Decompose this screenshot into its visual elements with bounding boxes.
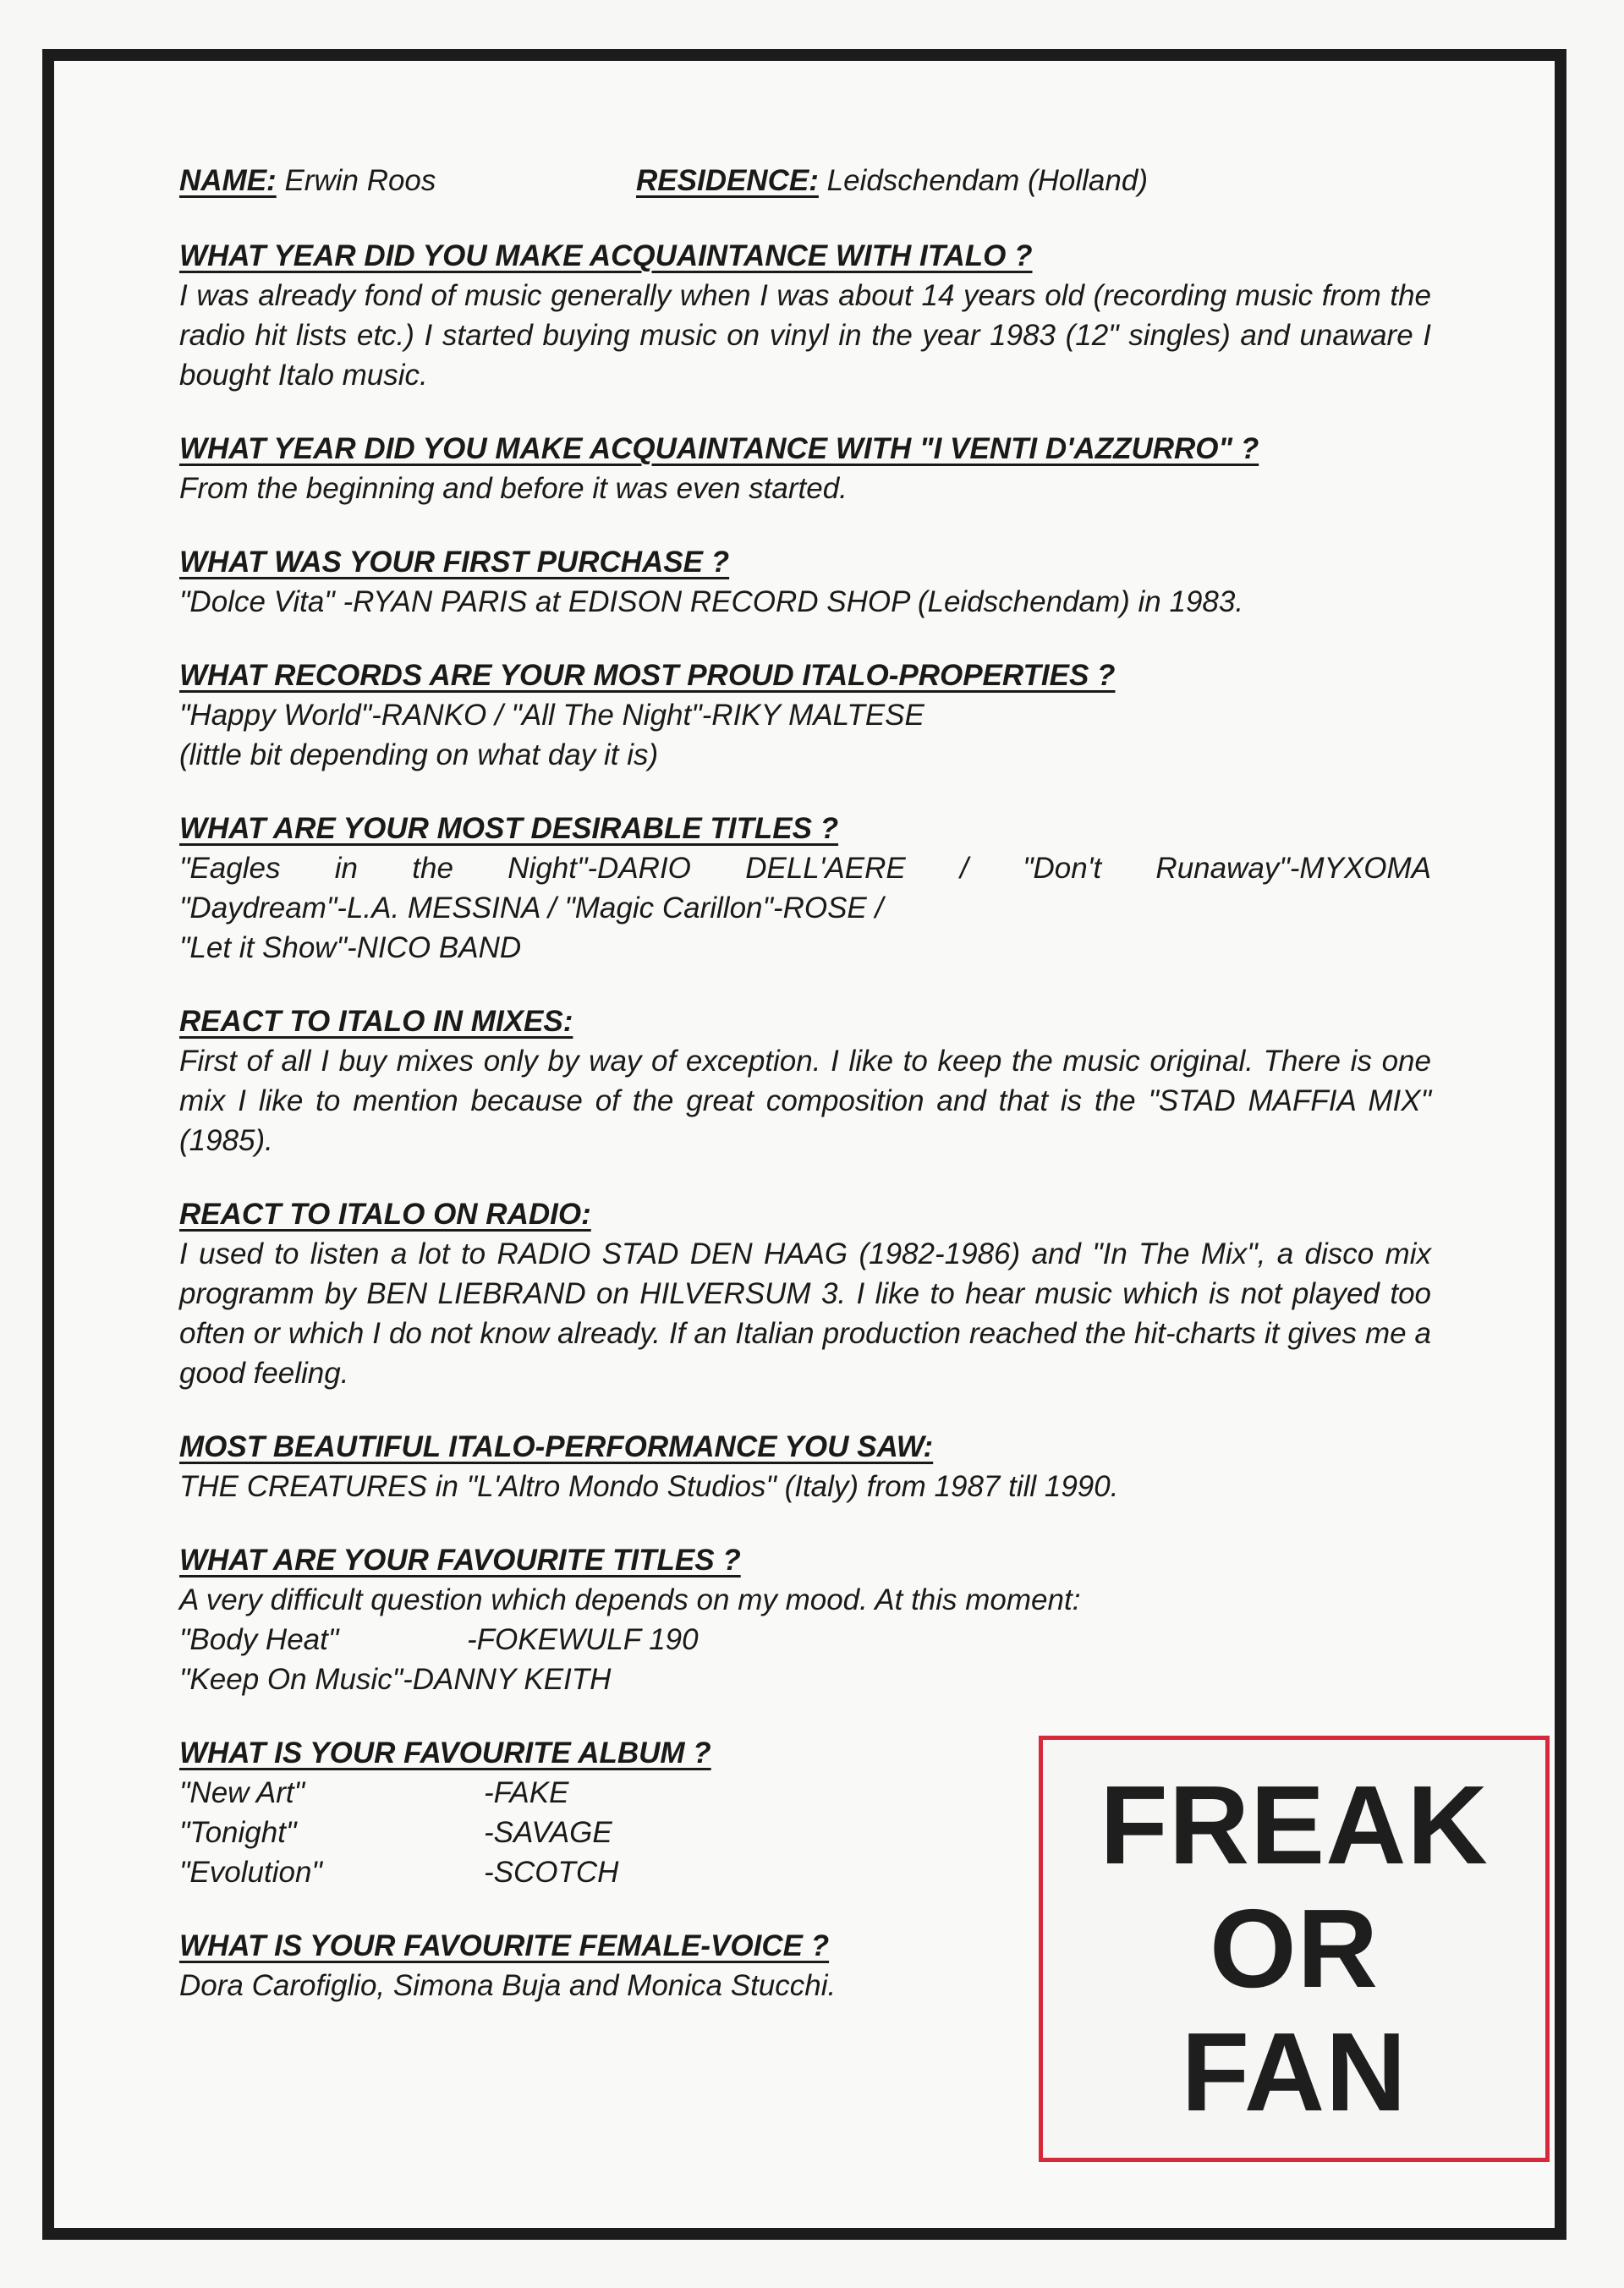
- answer: First of all I buy mixes only by way of exception. I like to keep the music original. There is one mix I like to mention because of the great composition and that is the "STAD MAFFIA MIX" (1985).: [179, 1045, 1431, 1157]
- answer-line: "Eagles in the Night"-DARIO DELL'AERE / "Don't Runaway"-MYXOMA: [179, 852, 1431, 885]
- list-item: [179, 1660, 1448, 1699]
- name-block: [179, 161, 636, 200]
- qa-section-italo-mixes: [179, 1001, 1448, 1160]
- title: "Evolution": [179, 1856, 322, 1889]
- answer: Dora Carofiglio, Simona Buja and Monica Stucchi.: [179, 1969, 837, 2002]
- qa-section-italo-year: [179, 236, 1448, 395]
- artist: -SCOTCH: [484, 1856, 619, 1889]
- badge-line: FREAK: [1100, 1763, 1489, 1887]
- question: WHAT WAS YOUR FIRST PURCHASE ?: [179, 546, 730, 579]
- title: "Keep On Music": [179, 1663, 403, 1696]
- title: "New Art": [179, 1776, 305, 1809]
- title: "Tonight": [179, 1816, 297, 1849]
- question: WHAT RECORDS ARE YOUR MOST PROUD ITALO-PROPERTIES ?: [179, 659, 1116, 692]
- artist: -SAVAGE: [484, 1816, 612, 1849]
- answer: "Dolce Vita" -RYAN PARIS at EDISON RECORD SHOP (Leidschendam) in 1983.: [179, 585, 1244, 618]
- qa-section-performance: [179, 1427, 1448, 1506]
- qa-section-first-purchase: [179, 542, 1448, 622]
- answer-line: (little bit depending on what day it is): [179, 738, 659, 771]
- name-label: NAME:: [179, 164, 277, 197]
- title: "Body Heat": [179, 1623, 339, 1656]
- artist: -FOKEWULF 190: [467, 1623, 699, 1656]
- question: MOST BEAUTIFUL ITALO-PERFORMANCE YOU SAW:: [179, 1430, 934, 1463]
- answer-intro: A very difficult question which depends on my mood. At this moment:: [179, 1583, 1081, 1616]
- answer: I was already fond of music generally when I was about 14 years old (recording music from the radio hit lists etc.) I started buying music on vinyl in the year 1983 (12" singles) and unaware I bought Italo music.: [179, 279, 1431, 392]
- list-item: [179, 1620, 1448, 1660]
- question: WHAT YEAR DID YOU MAKE ACQUAINTANCE WITH ITALO ?: [179, 239, 1033, 272]
- qa-section-proud-properties: [179, 656, 1448, 775]
- name-value: Erwin Roos: [284, 164, 436, 197]
- residence-block: [636, 161, 1148, 200]
- badge-line: OR: [1210, 1886, 1379, 2011]
- artist: -FAKE: [484, 1776, 569, 1809]
- header-line: [179, 161, 1448, 200]
- qa-section-ivda-year: [179, 429, 1448, 508]
- answer: I used to listen a lot to RADIO STAD DEN HAAG (1982-1986) and "In The Mix", a disco mix programm by BEN LIEBRAND on HILVERSUM 3. I like to hear music which is not played too often or which I do not know already. If an Italian production reached the hit-charts it gives me a good feeling.: [179, 1237, 1431, 1390]
- answer-line: "Happy World"-RANKO / "All The Night"-RIKY MALTESE: [179, 699, 924, 732]
- question: WHAT YEAR DID YOU MAKE ACQUAINTANCE WITH "I VENTI D'AZZURRO" ?: [179, 432, 1259, 465]
- residence-label: RESIDENCE:: [636, 164, 819, 197]
- badge-line: FAN: [1181, 2010, 1407, 2134]
- answer: THE CREATURES in "L'Altro Mondo Studios" (Italy) from 1987 till 1990.: [179, 1470, 1119, 1503]
- question: WHAT ARE YOUR FAVOURITE TITLES ?: [179, 1544, 741, 1577]
- qa-section-italo-radio: [179, 1194, 1448, 1393]
- answer-line: "Let it Show"-NICO BAND: [179, 931, 522, 964]
- question: REACT TO ITALO IN MIXES:: [179, 1005, 573, 1038]
- answer: From the beginning and before it was even started.: [179, 472, 848, 505]
- freak-or-fan-badge: [1039, 1736, 1550, 2162]
- qa-section-desirable-titles: [179, 809, 1448, 968]
- question: REACT TO ITALO ON RADIO:: [179, 1198, 591, 1231]
- residence-value: Leidschendam (Holland): [826, 164, 1148, 197]
- answer-line: "Daydream"-L.A. MESSINA / "Magic Carillon"-ROSE /: [179, 892, 884, 925]
- artist: -DANNY KEITH: [403, 1663, 612, 1696]
- question: WHAT ARE YOUR MOST DESIRABLE TITLES ?: [179, 812, 839, 845]
- qa-section-favourite-titles: [179, 1540, 1448, 1699]
- question: WHAT IS YOUR FAVOURITE FEMALE-VOICE ?: [179, 1929, 830, 1962]
- question: WHAT IS YOUR FAVOURITE ALBUM ?: [179, 1737, 711, 1769]
